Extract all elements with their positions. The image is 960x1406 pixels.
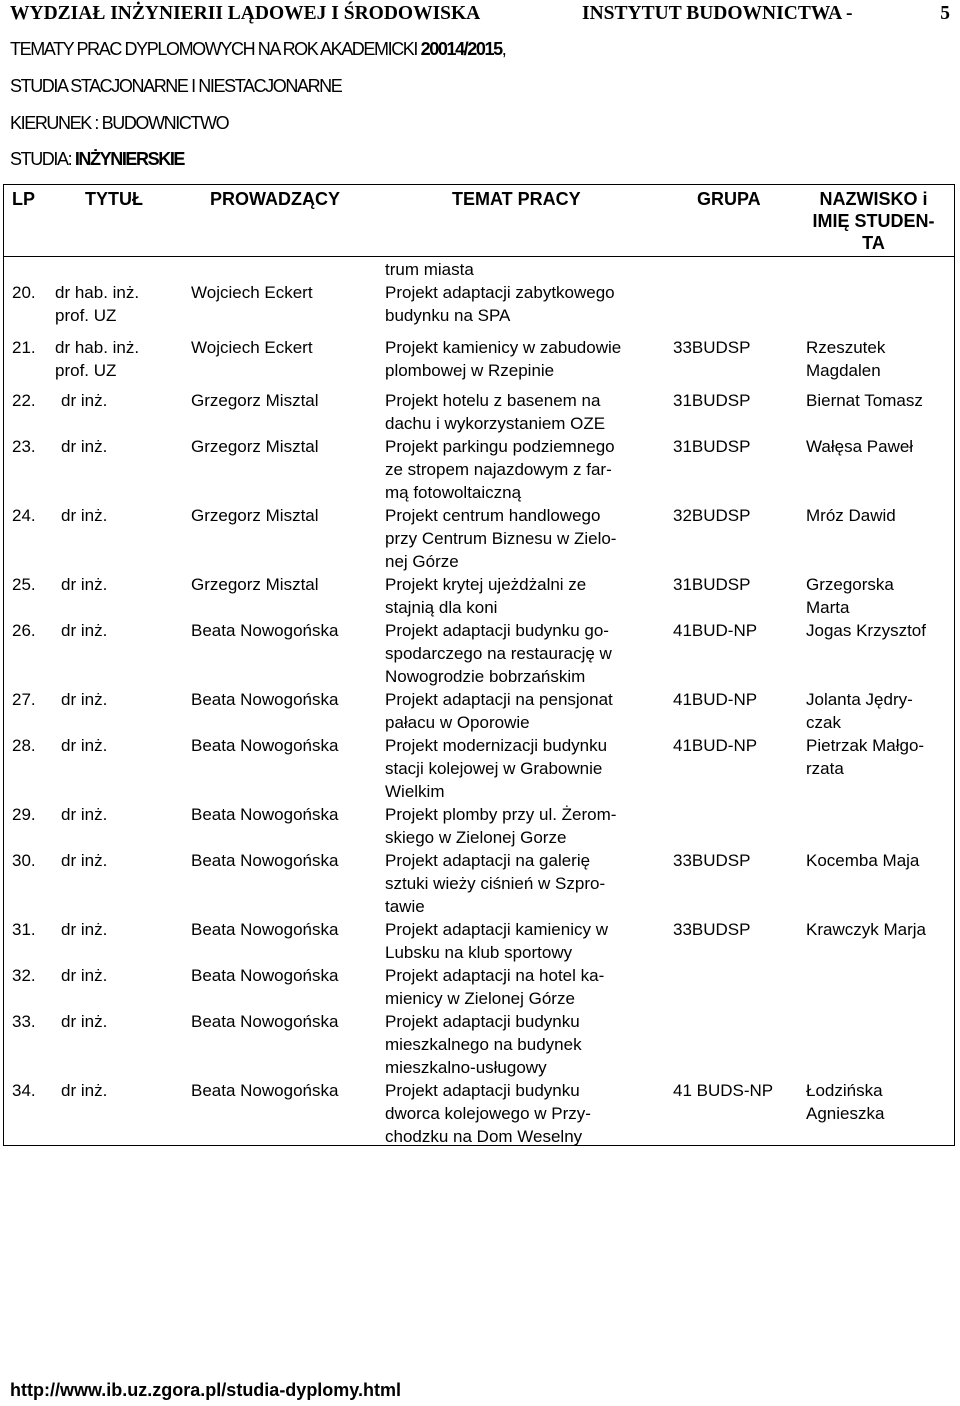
- academic-title: [61, 918, 107, 941]
- column-header-advisor: PROWADZĄCY: [210, 189, 340, 209]
- student-name-line: Biernat Tomasz: [806, 391, 923, 410]
- student-group: 31BUDSP: [673, 575, 751, 594]
- thesis-topic-line: Projekt adaptacji budynku: [385, 1081, 580, 1100]
- student-name: [806, 1079, 884, 1125]
- academic-title-line: dr hab. inż.: [55, 283, 140, 302]
- column-header-student: [806, 188, 941, 254]
- row-number: 25.: [12, 575, 36, 594]
- thesis-topic-line: skiego w Zielonej Gorze: [385, 828, 567, 847]
- thesis-topic-line: Projekt adaptacji na hotel ka-: [385, 966, 605, 985]
- thesis-topic: [385, 803, 616, 849]
- row-number: 28.: [12, 736, 36, 755]
- academic-title-line: dr inż.: [61, 851, 108, 870]
- thesis-topic: [385, 1079, 591, 1148]
- advisor-name: Beata Nowogońska: [191, 621, 339, 640]
- advisor-name: Wojciech Eckert: [191, 338, 313, 357]
- academic-title: [61, 389, 107, 412]
- row-number: 31.: [12, 920, 36, 939]
- thesis-topic: [385, 688, 613, 734]
- thesis-topic-line: Projekt adaptacji kamienicy w: [385, 920, 608, 939]
- study-level-label: STUDIA:: [10, 149, 75, 169]
- column-header-student-line: TA: [862, 233, 885, 253]
- thesis-topic-line: Projekt plomby przy ul. Żerom-: [385, 805, 617, 824]
- student-name-line: Rzeszutek: [806, 338, 886, 357]
- academic-title-line: dr inż.: [61, 506, 108, 525]
- faculty-name: WYDZIAŁ INŻYNIERII LĄDOWEJ I ŚRODOWISKA: [10, 3, 481, 24]
- page-number: 5: [940, 3, 950, 24]
- row-number: 24.: [12, 506, 36, 525]
- student-name-line: Agnieszka: [806, 1104, 885, 1123]
- column-header-group: GRUPA: [697, 189, 761, 209]
- thesis-topic-line: Projekt kamienicy w zabudowie: [385, 338, 622, 357]
- thesis-topic-line: Wielkim: [385, 782, 445, 801]
- academic-title-line: dr inż.: [61, 805, 108, 824]
- thesis-topic-line: tawie: [385, 897, 425, 916]
- column-header-lp: LP: [12, 189, 36, 209]
- thesis-topic-line: Projekt parkingu podziemnego: [385, 437, 615, 456]
- student-name-line: czak: [806, 713, 841, 732]
- row-number: 21.: [12, 338, 36, 357]
- study-level-line: [10, 149, 184, 170]
- academic-title: [61, 1010, 107, 1033]
- student-group: 31BUDSP: [673, 437, 751, 456]
- advisor-name: Grzegorz Misztal: [191, 506, 319, 525]
- thesis-topic-line: spodarczego na restaurację w: [385, 644, 612, 663]
- advisor-name: Wojciech Eckert: [191, 283, 313, 302]
- column-header-student-line: IMIĘ STUDEN-: [812, 211, 935, 231]
- advisor-name: Beata Nowogońska: [191, 920, 339, 939]
- student-group: 41BUD-NP: [673, 736, 758, 755]
- student-name-line: rzata: [806, 759, 844, 778]
- thesis-topic-line: stajnią dla koni: [385, 598, 498, 617]
- thesis-topic-line: budynku na SPA: [385, 306, 511, 325]
- row-number: 26.: [12, 621, 36, 640]
- academic-year-value: 20014/2015: [420, 39, 502, 59]
- row-number: 30.: [12, 851, 36, 870]
- academic-title: [61, 688, 107, 711]
- advisor-name: Beata Nowogońska: [191, 736, 339, 755]
- thesis-topic-line: mieszkalno-usługowy: [385, 1058, 547, 1077]
- student-name-line: Krawczyk Marja: [806, 920, 926, 939]
- academic-title: [61, 803, 107, 826]
- advisor-name: Grzegorz Misztal: [191, 391, 319, 410]
- thesis-topic-line: Projekt hotelu z basenem na: [385, 391, 601, 410]
- student-name: [806, 918, 926, 941]
- thesis-topic-line: mieszkalnego na budynek: [385, 1035, 582, 1054]
- thesis-topic-line: sztuki wieży ciśnień w Szpro-: [385, 874, 606, 893]
- student-name: [806, 849, 919, 872]
- thesis-topic-line: mą fotowoltaiczną: [385, 483, 522, 502]
- academic-title-line: dr inż.: [61, 1081, 108, 1100]
- thesis-topic-line: Projekt modernizacji budynku: [385, 736, 608, 755]
- student-name-line: Pietrzak Małgo-: [806, 736, 925, 755]
- student-name-line: Mróz Dawid: [806, 506, 896, 525]
- thesis-topic: [385, 734, 607, 803]
- thesis-topic-line: dachu i wykorzystaniem OZE: [385, 414, 606, 433]
- academic-title-line: dr inż.: [61, 690, 108, 709]
- thesis-topic-line: Projekt adaptacji budynku: [385, 1012, 580, 1031]
- carryover-text: trum miasta: [385, 260, 474, 279]
- thesis-topic-line: ze stropem najazdowym z far-: [385, 460, 612, 479]
- student-name-line: Grzegorska: [806, 575, 894, 594]
- thesis-topic-line: pałacu w Oporowie: [385, 713, 530, 732]
- footer-url: http://www.ib.uz.zgora.pl/studia-dyplomy.html: [10, 1380, 401, 1400]
- advisor-name: Beata Nowogońska: [191, 966, 339, 985]
- student-name: [806, 619, 926, 642]
- academic-title: [61, 573, 107, 596]
- academic-title-line: dr inż.: [61, 575, 108, 594]
- thesis-topic-line: Projekt adaptacji na galerię: [385, 851, 591, 870]
- page-header: [10, 3, 950, 27]
- academic-title: [61, 504, 107, 527]
- thesis-topic-line: nej Górze: [385, 552, 459, 571]
- student-group: 33BUDSP: [673, 851, 751, 870]
- student-name-line: Marta: [806, 598, 850, 617]
- student-name: [806, 435, 913, 458]
- thesis-topic-line: Projekt adaptacji na pensjonat: [385, 690, 613, 709]
- thesis-topic-line: Projekt adaptacji budynku go-: [385, 621, 609, 640]
- student-group: 41 BUDS-NP: [673, 1081, 774, 1100]
- thesis-topic-line: Projekt centrum handlowego: [385, 506, 601, 525]
- thesis-topic: [385, 619, 612, 688]
- student-name: [806, 504, 896, 527]
- academic-year-line: [10, 39, 505, 60]
- thesis-topic-line: Nowogrodzie bobrzańskim: [385, 667, 586, 686]
- advisor-name: Grzegorz Misztal: [191, 437, 319, 456]
- student-group: 33BUDSP: [673, 920, 751, 939]
- thesis-topic: [385, 281, 615, 327]
- advisor-name: Beata Nowogońska: [191, 1012, 339, 1031]
- advisor-name: Beata Nowogońska: [191, 851, 339, 870]
- advisor-name: Beata Nowogońska: [191, 690, 339, 709]
- academic-title: [61, 964, 107, 987]
- thesis-topic: [385, 435, 615, 504]
- study-mode-line: STUDIA STACJONARNE I NIESTACJONARNE: [10, 76, 342, 96]
- thesis-topic-line: przy Centrum Biznesu w Zielo-: [385, 529, 617, 548]
- academic-title: [61, 1079, 107, 1102]
- row-number: 34.: [12, 1081, 36, 1100]
- academic-title-line: dr inż.: [61, 621, 108, 640]
- academic-title-line: prof. UZ: [55, 306, 117, 325]
- row-number: 27.: [12, 690, 36, 709]
- academic-title: [61, 849, 107, 872]
- advisor-name: Beata Nowogońska: [191, 805, 339, 824]
- thesis-topic-line: Projekt krytej ujeżdżalni ze: [385, 575, 587, 594]
- thesis-topic: [385, 918, 608, 964]
- thesis-topic: [385, 849, 605, 918]
- column-header-topic: TEMAT PRACY: [452, 189, 581, 209]
- academic-title: [55, 336, 139, 382]
- institute-name: INSTYTUT BUDOWNICTWA -: [582, 3, 853, 24]
- student-group: 41BUD-NP: [673, 621, 758, 640]
- row-number: 29.: [12, 805, 36, 824]
- thesis-topic-line: dworca kolejowego w Przy-: [385, 1104, 591, 1123]
- student-group: 41BUD-NP: [673, 690, 758, 709]
- student-name-line: Magdalen: [806, 361, 881, 380]
- academic-title-line: dr inż.: [61, 920, 108, 939]
- academic-title: [61, 619, 107, 642]
- academic-title: [61, 734, 107, 757]
- academic-title-line: dr hab. inż.: [55, 338, 140, 357]
- academic-title-line: dr inż.: [61, 966, 108, 985]
- academic-title-line: dr inż.: [61, 736, 108, 755]
- thesis-topic: [385, 504, 616, 573]
- column-header-title: TYTUŁ: [85, 189, 143, 209]
- academic-title-line: dr inż.: [61, 391, 108, 410]
- thesis-topic-line: plombowej w Rzepinie: [385, 361, 555, 380]
- academic-year-label: TEMATY PRAC DYPLOMOWYCH NA ROK AKADEMICKI: [10, 39, 421, 59]
- advisor-name: Grzegorz Misztal: [191, 575, 319, 594]
- student-name-line: Łodzińska: [806, 1081, 883, 1100]
- student-group: 32BUDSP: [673, 506, 751, 525]
- student-name-line: Jolanta Jędry-: [806, 690, 913, 709]
- student-name: [806, 573, 894, 619]
- advisor-name: Beata Nowogońska: [191, 1081, 339, 1100]
- student-name-line: Jogas Krzysztof: [806, 621, 926, 640]
- row-number: 33.: [12, 1012, 36, 1031]
- student-name: [806, 336, 885, 382]
- row-number: 23.: [12, 437, 36, 456]
- student-name: [806, 688, 913, 734]
- student-name: [806, 389, 923, 412]
- student-name: [806, 734, 924, 780]
- academic-title-line: prof. UZ: [55, 361, 117, 380]
- thesis-topic-line: Projekt adaptacji zabytkowego: [385, 283, 615, 302]
- row-number: 20.: [12, 283, 36, 302]
- student-name-line: Kocemba Maja: [806, 851, 920, 870]
- thesis-topic: [385, 964, 604, 1010]
- column-header-student-line: NAZWISKO i: [819, 189, 928, 209]
- thesis-topic-line: chodzku na Dom Weselny: [385, 1127, 583, 1146]
- header-divider: [4, 256, 954, 257]
- row-number: 22.: [12, 391, 36, 410]
- academic-year-suffix: ,: [501, 39, 506, 59]
- academic-title-line: dr inż.: [61, 1012, 108, 1031]
- academic-title: [61, 435, 107, 458]
- field-of-study-line: KIERUNEK : BUDOWNICTWO: [10, 113, 229, 133]
- student-group: 33BUDSP: [673, 338, 751, 357]
- study-level-value: INŻYNIERSKIE: [74, 149, 185, 169]
- academic-title: [55, 281, 139, 327]
- thesis-topic: [385, 573, 586, 619]
- thesis-topic-line: mienicy w Zielonej Górze: [385, 989, 575, 1008]
- thesis-topic: [385, 1010, 582, 1079]
- thesis-topic: [385, 336, 621, 382]
- student-group: 31BUDSP: [673, 391, 751, 410]
- thesis-topic-line: stacji kolejowej w Grabownie: [385, 759, 603, 778]
- thesis-topic: [385, 389, 605, 435]
- thesis-topic-line: Lubsku na klub sportowy: [385, 943, 573, 962]
- academic-title-line: dr inż.: [61, 437, 108, 456]
- student-name-line: Wałęsa Paweł: [806, 437, 914, 456]
- row-number: 32.: [12, 966, 36, 985]
